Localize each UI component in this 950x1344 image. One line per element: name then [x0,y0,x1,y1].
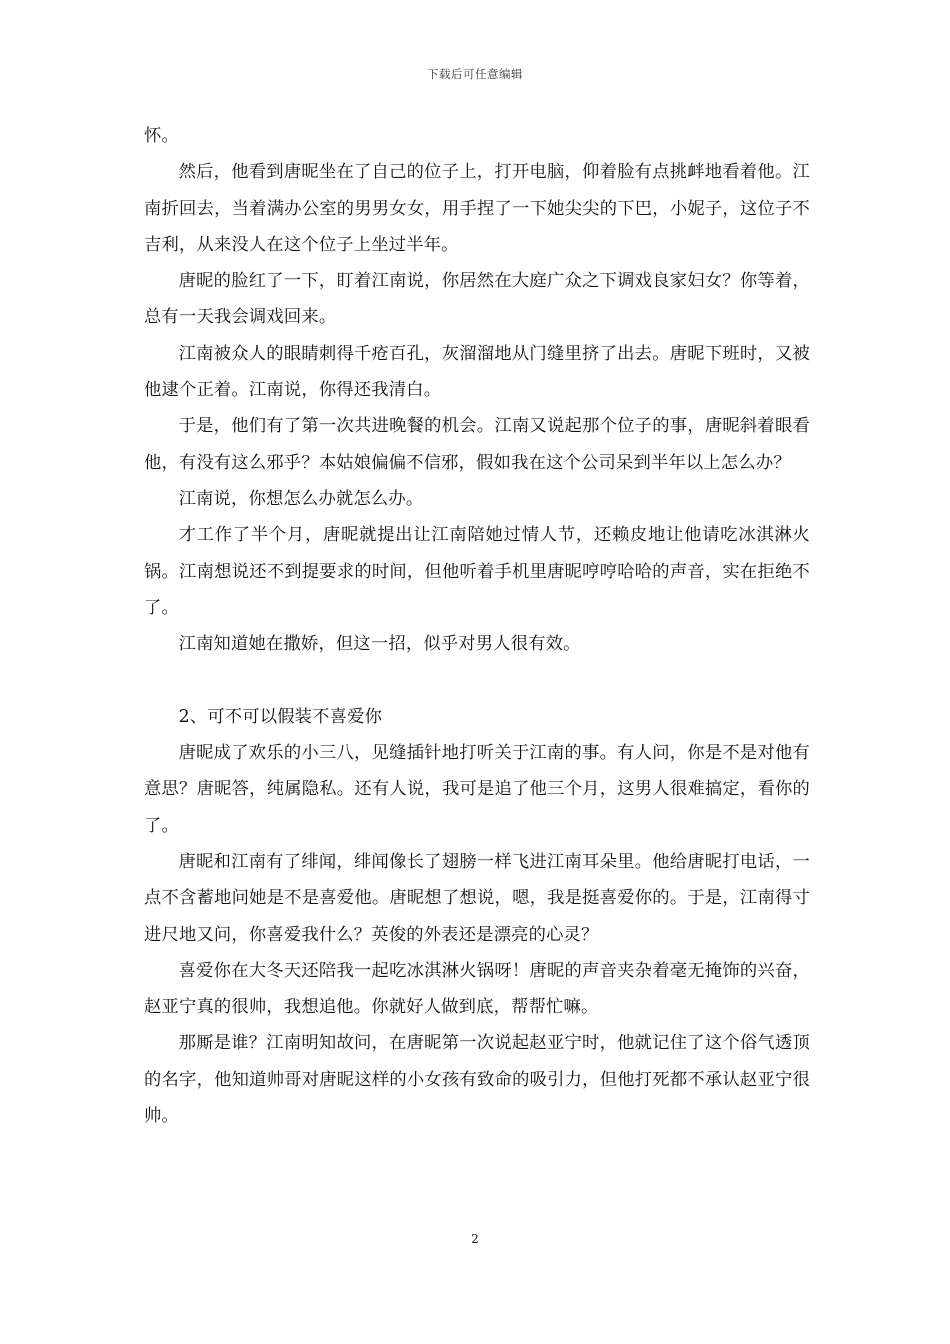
paragraph-10: 唐昵和江南有了绯闻，绯闻像长了翅膀一样飞进江南耳朵里。他给唐昵打电话，一点不含蓄地问她是不是喜爱他。唐昵想了想说，嗯，我是挺喜爱你的。于是，江南得寸进尺地又问，你喜爱我什么？英俊的外表还是漂亮的心灵？ [144,851,810,945]
paragraph-7: 才工作了半个月，唐昵就提出让江南陪她过情人节，还赖皮地让他请吃冰淇淋火锅。江南想说还不到提要求的时间，但他听着手机里唐昵哼哼哈哈的声音，实在拒绝不了。 [144,525,810,618]
paragraph-4: 江南被众人的眼睛刺得千疮百孔，灰溜溜地从门缝里挤了出去。唐昵下班时，又被他逮个正着。江南说，你得还我清白。 [144,343,810,401]
page-header: 下载后可任意编辑 [427,67,523,81]
paragraph-8: 江南知道她在撒娇，但这一招，似乎对男人很有效。 [178,634,581,655]
paragraph-11: 喜爱你在大冬天还陪我一起吃冰淇淋火锅呀！唐昵的声音夹杂着毫无掩饰的兴奋，赵亚宁真的很帅，我想追他。你就好人做到底，帮帮忙嘛。 [144,960,810,1018]
page-number: 2 [471,1232,479,1246]
paragraph-2: 然后，他看到唐昵坐在了自己的位子上，打开电脑，仰着脸有点挑衅地看着他。江南折回去，当着满办公室的男男女女，用手捏了一下她尖尖的下巴，小妮子，这位子不吉利，从来没人在这个位子上坐过半年。 [144,162,810,255]
document-body [144,118,810,1134]
paragraph-5: 于是，他们有了第一次共进晚餐的机会。江南又说起那个位子的事，唐昵斜着眼看他，有没有这么邪乎？本姑娘偏偏不信邪，假如我在这个公司呆到半年以上怎么办？ [144,416,810,473]
section-spacer [144,662,810,698]
paragraph-9: 唐昵成了欢乐的小三八，见缝插针地打听关于江南的事。有人问，你是不是对他有意思？唐昵答，纯属隐私。还有人说，我可是追了他三个月，这男人很难搞定，看你的了。 [144,743,810,836]
section-heading: 2、可不可以假装不喜爱你 [178,706,383,727]
paragraph-3: 唐昵的脸红了一下，盯着江南说，你居然在大庭广众之下调戏良家妇女？你等着，总有一天我会调戏回来。 [144,271,810,328]
paragraph-6: 江南说，你想怎么办就怎么办。 [178,488,424,509]
paragraph-1: 怀。 [144,126,179,146]
paragraph-12: 那厮是谁？江南明知故问，在唐昵第一次说起赵亚宁时，他就记住了这个俗气透顶的名字，他知道帅哥对唐昵这样的小女孩有致命的吸引力，但他打死都不承认赵亚宁很帅。 [144,1033,810,1127]
